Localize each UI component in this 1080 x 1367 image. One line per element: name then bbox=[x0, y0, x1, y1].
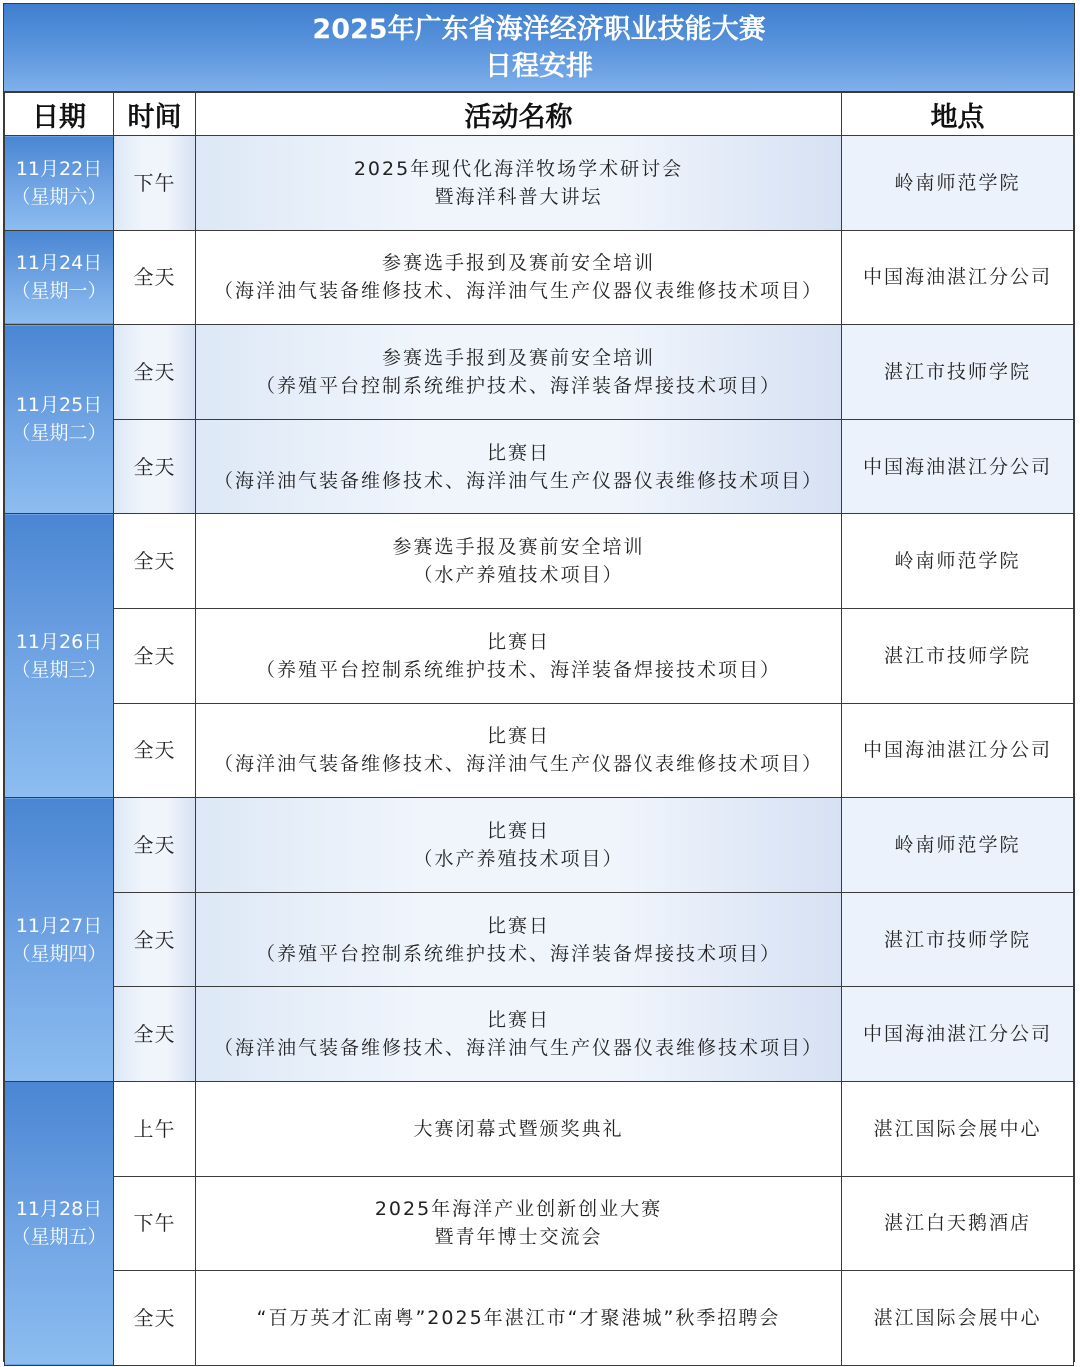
date-cell bbox=[5, 1081, 114, 1365]
activity-cell bbox=[196, 230, 842, 325]
time-cell: 下午 bbox=[114, 1176, 196, 1271]
time-cell: 全天 bbox=[114, 798, 196, 893]
date-cell bbox=[5, 514, 114, 798]
activity-line: 比赛日 bbox=[486, 914, 550, 937]
table-row bbox=[5, 1176, 1074, 1271]
table-row bbox=[5, 703, 1074, 798]
activity-cell bbox=[196, 1176, 842, 1271]
date-cell bbox=[5, 325, 114, 514]
activity-cell bbox=[196, 608, 842, 703]
date-weekday: （星期六） bbox=[11, 185, 107, 208]
activity-line: “百万英才汇南粤”2025年湛江市“才聚港城”秋季招聘会 bbox=[256, 1306, 781, 1329]
header-time: 时间 bbox=[114, 93, 196, 136]
location-cell: 中国海油湛江分公司 bbox=[842, 230, 1074, 325]
activity-line: 比赛日 bbox=[486, 1009, 550, 1032]
header-activity: 活动名称 bbox=[196, 93, 842, 136]
date-day: 11月22日 bbox=[15, 157, 103, 180]
activity-cell bbox=[196, 892, 842, 987]
activity-cell bbox=[196, 136, 842, 231]
date-day: 11月24日 bbox=[15, 252, 103, 275]
activity-line: 参赛选手报到及赛前安全培训 bbox=[381, 252, 655, 275]
table-row bbox=[5, 325, 1074, 420]
location-cell: 岭南师范学院 bbox=[842, 514, 1074, 609]
activity-cell bbox=[196, 798, 842, 893]
header-date: 日期 bbox=[5, 93, 114, 136]
header-location: 地点 bbox=[842, 93, 1074, 136]
activity-line: 比赛日 bbox=[486, 725, 550, 748]
date-day: 11月26日 bbox=[15, 630, 103, 653]
location-cell: 湛江市技师学院 bbox=[842, 892, 1074, 987]
table-row bbox=[5, 230, 1074, 325]
time-cell: 全天 bbox=[114, 419, 196, 514]
date-day: 11月25日 bbox=[15, 394, 103, 417]
activity-line: 比赛日 bbox=[486, 441, 550, 464]
location-cell: 湛江市技师学院 bbox=[842, 325, 1074, 420]
title-line-1: 2025年广东省海洋经济职业技能大赛 bbox=[312, 14, 766, 45]
activity-cell bbox=[196, 1271, 842, 1366]
location-cell: 中国海油湛江分公司 bbox=[842, 703, 1074, 798]
table-row bbox=[5, 892, 1074, 987]
activity-cell bbox=[196, 325, 842, 420]
table-row bbox=[5, 987, 1074, 1082]
time-cell: 全天 bbox=[114, 230, 196, 325]
location-cell: 湛江国际会展中心 bbox=[842, 1081, 1074, 1176]
title-banner bbox=[4, 4, 1074, 92]
date-weekday: （星期二） bbox=[11, 422, 107, 445]
location-cell: 湛江国际会展中心 bbox=[842, 1271, 1074, 1366]
table-row bbox=[5, 1271, 1074, 1366]
schedule-table bbox=[4, 92, 1074, 1366]
header-row bbox=[5, 93, 1074, 136]
table-row bbox=[5, 608, 1074, 703]
activity-line: 比赛日 bbox=[486, 630, 550, 653]
time-cell: 上午 bbox=[114, 1081, 196, 1176]
date-cell bbox=[5, 136, 114, 231]
activity-line: 大赛闭幕式暨颁奖典礼 bbox=[413, 1117, 624, 1140]
location-cell: 中国海油湛江分公司 bbox=[842, 419, 1074, 514]
activity-line: （养殖平台控制系统维护技术、海洋装备焊接技术项目） bbox=[255, 658, 781, 681]
location-cell: 中国海油湛江分公司 bbox=[842, 987, 1074, 1082]
activity-line: 暨青年博士交流会 bbox=[434, 1226, 603, 1249]
date-cell bbox=[5, 230, 114, 325]
date-day: 11月28日 bbox=[15, 1198, 103, 1221]
time-cell: 全天 bbox=[114, 608, 196, 703]
schedule-sheet bbox=[3, 3, 1075, 1362]
activity-line: 参赛选手报到及赛前安全培训 bbox=[381, 346, 655, 369]
date-weekday: （星期五） bbox=[11, 1226, 107, 1249]
time-cell: 全天 bbox=[114, 1271, 196, 1366]
table-row bbox=[5, 136, 1074, 231]
title-line-2: 日程安排 bbox=[485, 51, 593, 82]
activity-cell bbox=[196, 987, 842, 1082]
activity-line: （海洋油气装备维修技术、海洋油气生产仪器仪表维修技术项目） bbox=[213, 753, 823, 776]
activity-line: 暨海洋科普大讲坛 bbox=[434, 185, 603, 208]
activity-cell bbox=[196, 1081, 842, 1176]
table-row bbox=[5, 798, 1074, 893]
time-cell: 全天 bbox=[114, 325, 196, 420]
activity-line: （海洋油气装备维修技术、海洋油气生产仪器仪表维修技术项目） bbox=[213, 1037, 823, 1060]
activity-line: （海洋油气装备维修技术、海洋油气生产仪器仪表维修技术项目） bbox=[213, 280, 823, 303]
time-cell: 全天 bbox=[114, 703, 196, 798]
date-cell bbox=[5, 798, 114, 1082]
location-cell: 湛江市技师学院 bbox=[842, 608, 1074, 703]
activity-cell bbox=[196, 703, 842, 798]
activity-line: 比赛日 bbox=[486, 819, 550, 842]
activity-line: 2025年海洋产业创新创业大赛 bbox=[374, 1198, 663, 1221]
date-weekday: （星期四） bbox=[11, 942, 107, 965]
date-day: 11月27日 bbox=[15, 914, 103, 937]
date-weekday: （星期三） bbox=[11, 658, 107, 681]
time-cell: 全天 bbox=[114, 987, 196, 1082]
table-row bbox=[5, 514, 1074, 609]
table-row bbox=[5, 1081, 1074, 1176]
location-cell: 岭南师范学院 bbox=[842, 798, 1074, 893]
table-row bbox=[5, 419, 1074, 514]
location-cell: 岭南师范学院 bbox=[842, 136, 1074, 231]
time-cell: 全天 bbox=[114, 514, 196, 609]
date-weekday: （星期一） bbox=[11, 280, 107, 303]
activity-cell bbox=[196, 419, 842, 514]
activity-line: 参赛选手报及赛前安全培训 bbox=[392, 536, 645, 559]
time-cell: 下午 bbox=[114, 136, 196, 231]
activity-line: （养殖平台控制系统维护技术、海洋装备焊接技术项目） bbox=[255, 374, 781, 397]
activity-line: 2025年现代化海洋牧场学术研讨会 bbox=[353, 157, 684, 180]
location-cell: 湛江白天鹅酒店 bbox=[842, 1176, 1074, 1271]
activity-line: （养殖平台控制系统维护技术、海洋装备焊接技术项目） bbox=[255, 942, 781, 965]
activity-cell bbox=[196, 514, 842, 609]
activity-line: （海洋油气装备维修技术、海洋油气生产仪器仪表维修技术项目） bbox=[213, 469, 823, 492]
activity-line: （水产养殖技术项目） bbox=[413, 847, 624, 870]
activity-line: （水产养殖技术项目） bbox=[413, 564, 624, 587]
time-cell: 全天 bbox=[114, 892, 196, 987]
